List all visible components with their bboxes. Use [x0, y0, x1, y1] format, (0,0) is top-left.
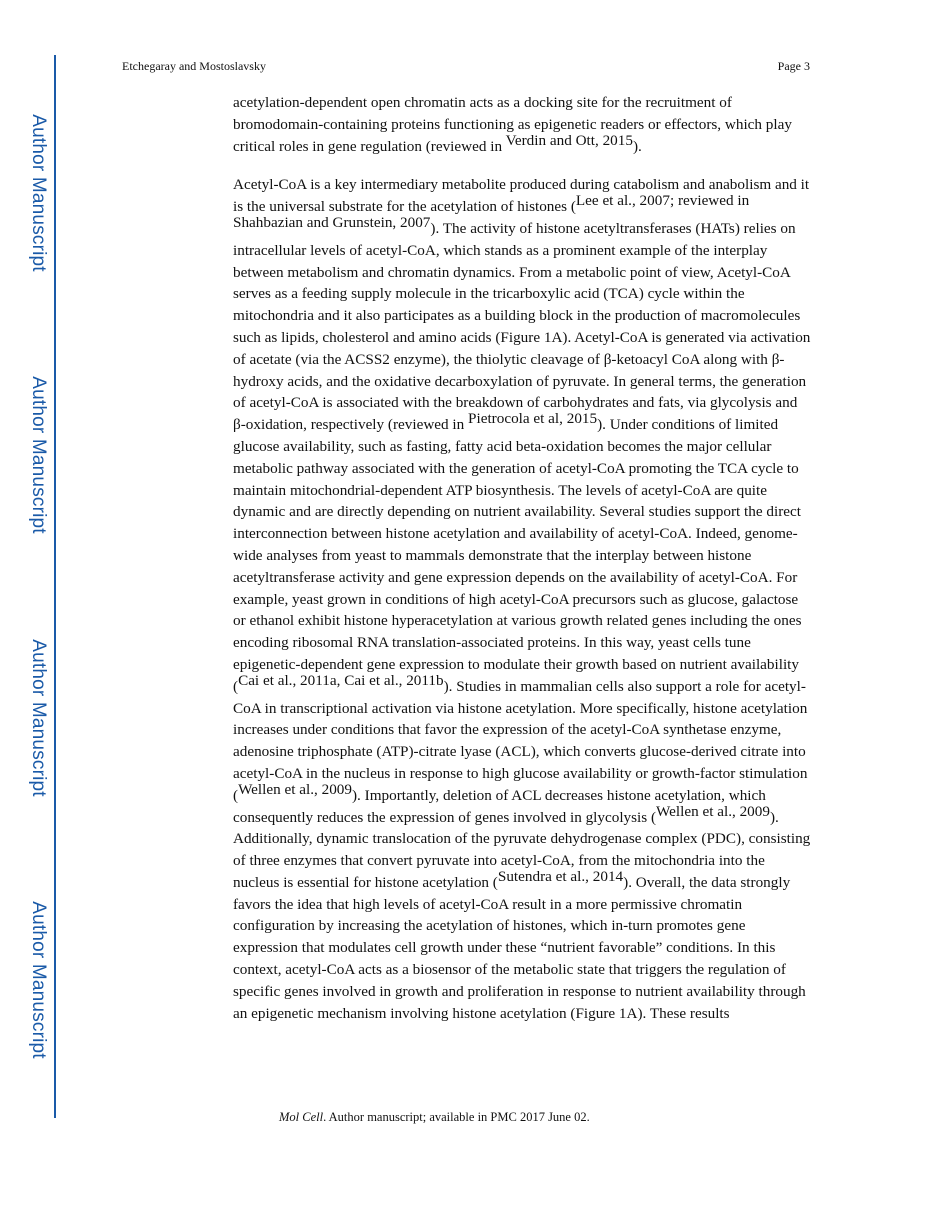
paragraph: [233, 174, 813, 1024]
footer-text: . Author manuscript; available in PMC 2017 June 02.: [323, 1110, 590, 1124]
paragraph-text: ). Studies in mammalian cells also support a role for acetyl-CoA in transcriptional activation via histone acetylation. More specifically, histone acetylation increases under conditions that favor the expression of the acetyl-CoA synthetase enzyme, adenosine triphosphate (ATP)-citrate lyase (ACL), which converts glucose-derived citrate into acetyl-CoA in the nucleus in response to high glucose availability or growth-factor stimulation (: [233, 677, 808, 804]
running-header-authors: Etchegaray and Mostoslavsky: [122, 59, 266, 73]
paragraph-text: acetylation-dependent open chromatin acts as a docking site for the recruitment of bromodomain-containing proteins functioning as epigenetic readers or effectors, which play critical roles in gene regulation (reviewed in: [233, 94, 792, 155]
citation-link[interactable]: Cai et al., 2011b: [344, 671, 444, 689]
paragraph-text: ). Overall, the data strongly favors the idea that high levels of acetyl-CoA result in a more permissive chromatin configuration by increasing the acetylation of histones, which in-turn promotes gene expression that modulates cell growth under these “nutrient favorable” conditions. In this context, acetyl-CoA acts as a biosensor of the metabolic state that triggers the regulation of specific genes involved in growth and proliferation in response to nutrient availability through an epigenetic mechanism involving histone acetylation (Figure 1A). These results: [233, 873, 806, 1022]
citation-link[interactable]: Sutendra et al., 2014: [497, 867, 624, 885]
page-number: Page 3: [777, 59, 810, 73]
citation-link[interactable]: Lee et al., 2007: [575, 192, 670, 210]
paragraph: [233, 92, 813, 157]
citation-link[interactable]: Pietrocola et al, 2015: [468, 410, 598, 428]
citation-text: ,: [336, 671, 345, 689]
paragraph-text: ). The activity of histone acetyltransferases (HATs) relies on intracellular levels of acetyl-CoA, which stands as a prominent example of the interplay between metabolism and chromatin dynamics. From a metabolic point of view, Acetyl-CoA serves as a feeding supply molecule in the tricarboxylic acid (TCA) cycle within the mitochondria and it also participates as a building block in the production of macromolecules such as lipids, cholesterol and amino acids (Figure 1A). Acetyl-CoA is generated via activation of acetate (via the ACSS2 enzyme), the thiolytic cleavage of β-ketoacyl CoA along with β-hydroxy acids, and the oxidative decarboxylation of pyruvate. In general terms, the generation of acetyl-CoA is associated with the breakdown of carbohydrates and fats, via glycolysis and β-oxidation, respectively (reviewed in: [233, 219, 811, 434]
article-body: [233, 92, 813, 1041]
paragraph-text: ). Under conditions of limited glucose availability, such as fasting, fatty acid beta-oxidation becomes the major cellular metabolic pathway associated with the generation of acetyl-CoA promoting the TCA cycle to maintain mitochondrial-dependent ATP biosynthesis. The levels of acetyl-CoA are quite dynamic and are directly depending on nutrient availability. Several studies support the direct interconnection between histone acetylation and availability of acetyl-CoA. Indeed, genome-wide analyses from yeast to mammals demonstrate that the interplay between histone acetyltransferase activity and gene expression depends on the availability of acetyl-CoA. For example, yeast grown in conditions of high acetyl-CoA precursors such as glucose, galactose or ethanol exhibit histone hyperacetylation at various growth related genes including the ones encoding ribosomal RNA translation-associated proteins. In this way, yeast cells tune epigenetic-dependent gene expression to modulate their growth based on nutrient availability (: [233, 416, 802, 695]
citation-link[interactable]: Wellen et al., 2009: [238, 780, 352, 798]
paragraph-text: ). Importantly, deletion of ACL decreases histone acetylation, which consequently reduces the expression of genes involved in glycolysis (: [233, 786, 766, 826]
paragraph-text: ). Additionally, dynamic translocation of the pyruvate dehydrogenase complex (PDC), consisting of three enzymes that convert pyruvate into acetyl-CoA, from the mitochondria into the nucleus is essential for histone acetylation (: [233, 808, 811, 891]
side-label-author-manuscript: Author Manuscript: [28, 114, 49, 272]
citation-link[interactable]: Cai et al., 2011a: [238, 671, 337, 689]
citation-link[interactable]: Shahbazian and Grunstein, 2007: [233, 213, 431, 231]
journal-name: Mol Cell: [279, 1110, 324, 1124]
citation-link[interactable]: Wellen et al., 2009: [656, 802, 770, 820]
citation-link[interactable]: Verdin and Ott, 2015: [505, 131, 633, 149]
side-label-author-manuscript: Author Manuscript: [28, 639, 49, 797]
paragraph-text: Acetyl-CoA is a key intermediary metabolite produced during catabolism and anabolism and it is the universal substrate for the acetylation of histones (: [233, 176, 810, 216]
citation-text: ; reviewed in: [669, 192, 750, 210]
side-rule: [54, 55, 56, 1118]
side-label-author-manuscript: Author Manuscript: [28, 376, 49, 534]
footer-citation: [279, 1110, 590, 1125]
paragraph-text: ).: [632, 137, 642, 155]
side-label-author-manuscript: Author Manuscript: [28, 901, 49, 1059]
